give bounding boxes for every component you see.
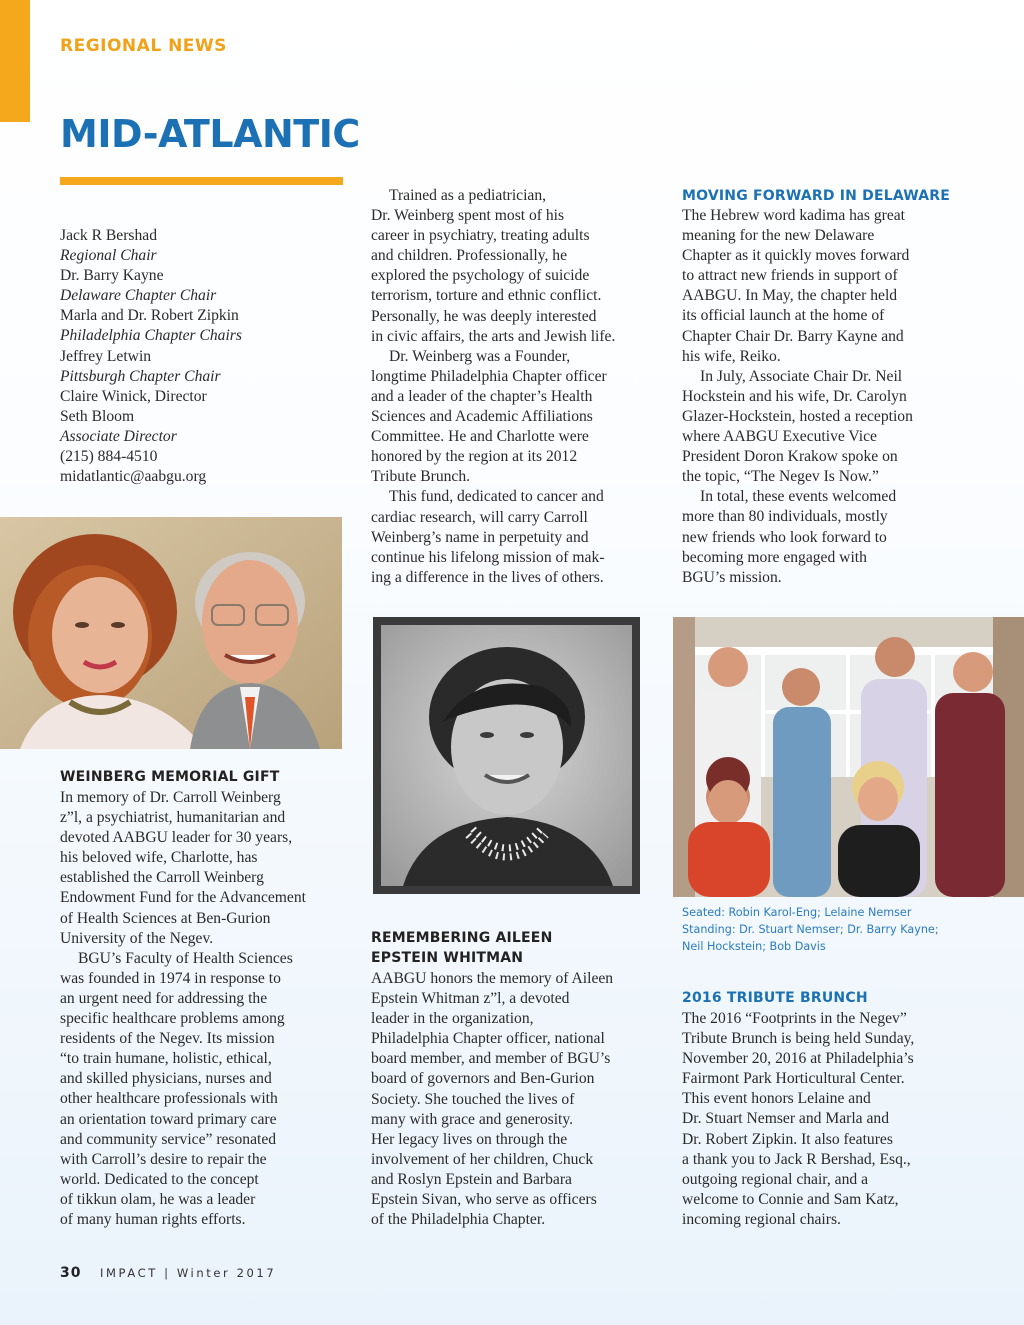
contact-role: Regional Chair: [60, 247, 157, 265]
contact-line: Claire Winick, Director: [60, 387, 207, 405]
body-line: Hockstein and his wife, Dr. Carolyn: [682, 387, 907, 405]
brunch-body: [682, 1009, 982, 1230]
body-line: board of governors and Ben-Gurion: [371, 1070, 595, 1088]
body-line: cardiac research, will carry Carroll: [371, 508, 588, 526]
body-line: and community service” resonated: [60, 1130, 277, 1148]
body-line: devoted AABGU leader for 30 years,: [60, 829, 293, 847]
whitman-body: [371, 969, 661, 1230]
body-line: Fairmont Park Horticultural Center.: [682, 1070, 905, 1088]
publication-footer: IMPACT | Winter 2017: [100, 1266, 277, 1280]
body-line: continue his lifelong mission of mak-: [371, 548, 605, 566]
weinberg-body: [60, 788, 350, 1230]
photo-weinberg-couple: [0, 517, 342, 749]
body-line: honored by the region at its 2012: [371, 448, 578, 466]
body-line: world. Dedicated to the concept: [60, 1170, 259, 1188]
body-line: The 2016 “Footprints in the Negev”: [682, 1010, 907, 1027]
contact-line: Seth Bloom: [60, 407, 135, 425]
body-line: his wife, Reiko.: [682, 347, 781, 365]
body-line: leader in the organization,: [371, 1010, 534, 1028]
body-line: an orientation toward primary care: [60, 1110, 277, 1128]
contact-line: Jack R Bershad: [60, 227, 158, 244]
contact-role: Pittsburgh Chapter Chair: [60, 367, 221, 385]
body-line: explored the psychology of suicide: [371, 267, 590, 285]
contact-email: midatlantic@aabgu.org: [60, 468, 207, 486]
weinberg-continued-body: [371, 186, 661, 588]
body-line: Tribute Brunch is being held Sunday,: [682, 1030, 915, 1048]
body-line: November 20, 2016 at Philadelphia’s: [682, 1050, 914, 1068]
body-line: many with grace and generosity.: [371, 1110, 574, 1128]
photo-aileen-whitman-image: [373, 617, 640, 894]
contact-line: Dr. Barry Kayne: [60, 267, 164, 285]
body-line: In July, Associate Chair Dr. Neil: [700, 367, 903, 385]
body-line: Dr. Weinberg was a Founder,: [389, 347, 571, 365]
caption-line: Standing: Dr. Stuart Nemser; Dr. Barry Kayne;: [682, 923, 939, 936]
body-line: and a leader of the chapter’s Health: [371, 387, 593, 405]
body-line: of many human rights efforts.: [60, 1210, 246, 1228]
body-line: In total, these events welcomed: [700, 488, 897, 506]
body-line: more than 80 individuals, mostly: [682, 508, 888, 526]
contact-line: Marla and Dr. Robert Zipkin: [60, 307, 239, 325]
body-line: AABGU. In May, the chapter held: [682, 287, 898, 305]
whitman-heading-line-2: EPSTEIN WHITMAN: [371, 950, 524, 966]
page-number: 30: [60, 1265, 82, 1281]
body-line: longtime Philadelphia Chapter officer: [371, 367, 607, 385]
body-line: the topic, “The Negev Is Now.”: [682, 468, 879, 486]
body-line: z”l, a psychiatrist, humanitarian and: [60, 809, 286, 827]
body-line: Trained as a pediatrician,: [389, 187, 547, 204]
delaware-body: [682, 206, 972, 588]
body-line: This fund, dedicated to cancer and: [389, 488, 604, 506]
body-line: President Doron Krakow spoke on: [682, 448, 898, 466]
body-line: Committee. He and Charlotte were: [371, 428, 589, 446]
body-line: a thank you to Jack R Bershad, Esq.,: [682, 1150, 911, 1168]
body-line: “to train humane, holistic, ethical,: [60, 1050, 272, 1068]
caption-line: Seated: Robin Karol-Eng; Lelaine Nemser: [682, 906, 912, 919]
contact-role: Delaware Chapter Chair: [60, 287, 217, 305]
body-line: of Health Sciences at Ben-Gurion: [60, 909, 271, 927]
brunch-heading: 2016 TRIBUTE BRUNCH: [682, 990, 868, 1006]
body-line: University of the Negev.: [60, 929, 214, 947]
contact-role: Philadelphia Chapter Chairs: [60, 327, 242, 345]
body-line: becoming more engaged with: [682, 548, 867, 566]
body-line: and children. Professionally, he: [371, 247, 568, 265]
caption-line: Neil Hockstein; Bob Davis: [682, 940, 826, 953]
weinberg-heading: WEINBERG MEMORIAL GIFT: [60, 769, 280, 785]
body-line: Philadelphia Chapter officer, national: [371, 1030, 605, 1048]
body-line: involvement of her children, Chuck: [371, 1150, 594, 1168]
body-line: Chapter as it quickly moves forward: [682, 247, 910, 265]
body-line: residents of the Negev. Its mission: [60, 1030, 275, 1048]
body-line: new friends who look forward to: [682, 528, 887, 546]
body-line: board member, and member of BGU’s: [371, 1050, 611, 1068]
body-line: its official launch at the home of: [682, 307, 885, 325]
body-line: Endowment Fund for the Advancement: [60, 889, 306, 907]
body-line: was founded in 1974 in response to: [60, 969, 281, 987]
body-line: an urgent need for addressing the: [60, 989, 268, 1007]
body-line: Epstein Whitman z”l, a devoted: [371, 990, 570, 1008]
body-line: other healthcare professionals with: [60, 1090, 278, 1108]
body-line: Dr. Robert Zipkin. It also features: [682, 1130, 893, 1148]
body-line: This event honors Lelaine and: [682, 1090, 871, 1108]
delaware-heading: MOVING FORWARD IN DELAWARE: [682, 188, 951, 204]
title-rule: [60, 177, 343, 185]
contact-list: [60, 226, 350, 487]
body-line: welcome to Connie and Sam Katz,: [682, 1190, 899, 1208]
section-label: REGIONAL NEWS: [60, 36, 227, 56]
body-line: Weinberg’s name in perpetuity and: [371, 528, 589, 546]
photo-delaware-group: [673, 617, 1024, 897]
body-line: in civic affairs, the arts and Jewish life.: [371, 327, 616, 345]
body-line: Society. She touched the lives of: [371, 1090, 575, 1108]
body-line: career in psychiatry, treating adults: [371, 227, 590, 245]
body-line: and skilled physicians, nurses and: [60, 1070, 272, 1088]
body-line: The Hebrew word kadima has great: [682, 207, 905, 224]
body-line: with Carroll’s desire to repair the: [60, 1150, 267, 1168]
contact-line: Jeffrey Letwin: [60, 347, 152, 365]
body-line: Epstein Sivan, who serve as officers: [371, 1191, 597, 1209]
accent-bar: [0, 0, 30, 122]
body-line: of tikkun olam, he was a leader: [60, 1190, 256, 1208]
body-line: and Roslyn Epstein and Barbara: [371, 1170, 572, 1188]
body-line: Dr. Weinberg spent most of his: [371, 207, 565, 225]
body-line: Dr. Stuart Nemser and Marla and: [682, 1110, 889, 1128]
whitman-heading-line-1: REMEMBERING AILEEN: [371, 930, 553, 946]
body-line: Sciences and Academic Affiliations: [371, 408, 593, 426]
body-line: ing a difference in the lives of others.: [371, 568, 604, 586]
body-line: BGU’s mission.: [682, 568, 782, 586]
body-line: incoming regional chairs.: [682, 1210, 841, 1228]
page-title: MID-ATLANTIC: [60, 112, 360, 156]
body-line: meaning for the new Delaware: [682, 227, 875, 245]
photo-aileen-whitman: [373, 617, 640, 894]
body-line: AABGU honors the memory of Aileen: [371, 970, 614, 987]
body-line: outgoing regional chair, and a: [682, 1170, 869, 1188]
photo-delaware-group-image: [673, 617, 1024, 897]
body-line: specific healthcare problems among: [60, 1010, 285, 1028]
body-line: Tribute Brunch.: [371, 468, 471, 486]
contact-phone: (215) 884-4510: [60, 448, 158, 466]
body-line: to attract new friends in support of: [682, 267, 898, 285]
photo-weinberg-couple-image: [0, 517, 342, 749]
body-line: terrorism, torture and ethnic conflict.: [371, 287, 602, 305]
body-line: Her legacy lives on through the: [371, 1130, 568, 1148]
body-line: In memory of Dr. Carroll Weinberg: [60, 789, 281, 806]
body-line: his beloved wife, Charlotte, has: [60, 849, 258, 867]
body-line: BGU’s Faculty of Health Sciences: [78, 949, 293, 967]
body-line: where AABGU Executive Vice: [682, 428, 877, 446]
photo-caption: [682, 904, 1012, 955]
body-line: Personally, he was deeply interested: [371, 307, 597, 325]
body-line: Glazer-Hockstein, hosted a reception: [682, 407, 913, 425]
contact-role: Associate Director: [60, 427, 177, 445]
body-line: established the Carroll Weinberg: [60, 869, 264, 887]
body-line: of the Philadelphia Chapter.: [371, 1211, 546, 1229]
body-line: Chapter Chair Dr. Barry Kayne and: [682, 327, 904, 345]
